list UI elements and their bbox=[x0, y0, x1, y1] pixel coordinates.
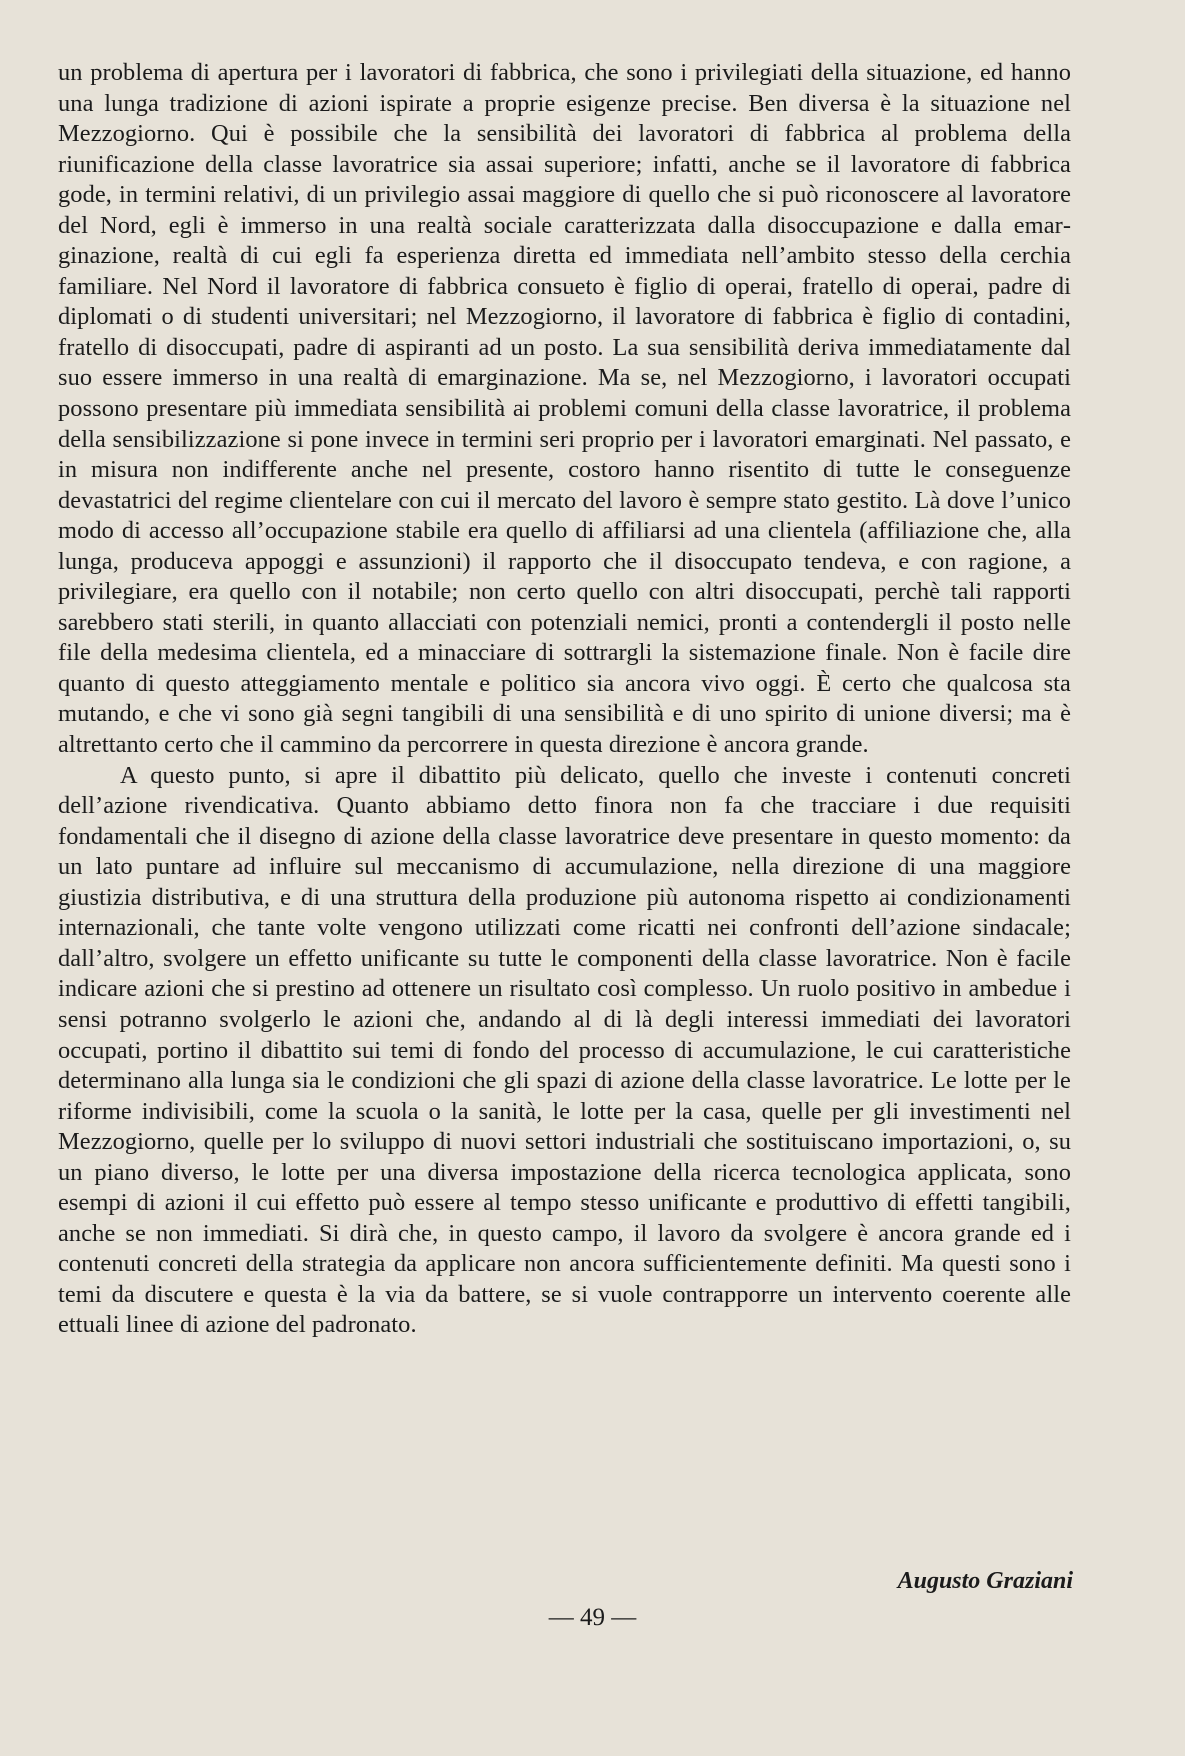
author-signature: Augusto Graziani bbox=[897, 1568, 1073, 1594]
article-body bbox=[58, 58, 1071, 1341]
paragraph-2: A questo punto, si apre il dibattito più delicato, quello che investe i contenuti concreti dell’azione rivendicativa. Quanto abbiamo detto finora non fa che tracciare i due requisiti fondamentali che il disegno di azione della classe lavoratrice deve presentare in questo momento: da un lato puntare ad influire sul meccanismo di accumulazione, nella direzione di una maggiore giustizia distributiva, e di una struttura della produzione più autonoma rispetto ai condizionamenti internazionali, che tante volte vengono utilizzati come ricatti nei confronti dell’azione sindacale; dall’altro, svolgere un effetto unificante su tutte le componenti della classe lavoratrice. Non è facile indicare azioni che si prestino ad ottenere un risultato così complesso. Un ruolo positivo in ambedue i sensi potranno svolgerlo le azioni che, andando al di là degli interessi immediati dei lavoratori occupati, portino il dibattito sui temi di fondo del processo di accumulazione, le cui caratteristiche determinano alla lunga sia le condizioni che gli spazi di azione della classe lavoratrice. Le lotte per le riforme indivisibili, come la scuola o la sanità, le lotte per la casa, quelle per gli investimenti nel Mezzogiorno, quelle per lo sviluppo di nuovi settori industriali che sostituiscano importazioni, o, su un piano diverso, le lotte per una diversa impostazione della ricerca tecnologica applicata, sono esempi di azioni il cui effetto può essere al tempo stesso unificante e produttivo di effetti tangibili, anche se non immediati. Si dirà che, in questo campo, il lavoro da svolgere è ancora grande ed i contenuti concreti della strategia da applicare non ancora sufficientemente definiti. Ma questi sono i temi da discutere e questa è la via da battere, se si vuole contrapporre un intervento coerente alle ettuali linee di azione del padronato. bbox=[58, 761, 1071, 1339]
page-number: — 49 — bbox=[548, 1604, 637, 1631]
paragraph-1: un problema di apertura per i lavoratori di fabbrica, che sono i privilegiati della situazione, ed hanno una lunga tradizione di azioni ispirate a proprie esigenze precise. Ben diversa è la situazione nel Mezzogiorno. Qui è possibile che la sensibilità dei lavoratori di fabbrica al problema della riunificazione della classe lavoratrice sia assai superiore; infatti, anche se il lavoratore di fabbrica gode, in termini relativi, di un privilegio assai maggiore di quello che si può riconoscere al lavoratore del Nord, egli è immerso in una realtà sociale caratterizzata dalla disoccupazione e dalla emarginazione, realtà di cui egli fa esperienza diretta ed immediata nell’ambito stesso della cerchia familiare. Nel Nord il lavoratore di fabbrica consueto è figlio di operai, fratello di operai, padre di diplomati o di studenti universitari; nel Mezzogiorno, il lavoratore di fabbrica è figlio di contadini, fratello di disoccupati, padre di aspiranti ad un posto. La sua sensibilità deriva immediatamente dal suo essere immerso in una realtà di emarginazione. Ma se, nel Mezzogiorno, i lavoratori occupati possono presentare più immediata sensibilità ai problemi comuni della classe lavoratrice, il problema della sensibilizzazione si pone invece in termini seri proprio per i lavoratori emarginati. Nel passato, e in misura non indifferente anche nel presente, costoro hanno risentito di tutte le conseguenze devastatrici del regime clientelare con cui il mercato del lavoro è sempre stato gestito. Là dove l’unico modo di accesso all’occupazione stabile era quello di affiliarsi ad una clientela (affiliazione che, alla lunga, produceva appoggi e assunzioni) il rapporto che il disoccupato tendeva, e con ragione, a privilegiare, era quello con il notabile; non certo quello con altri disoccupati, perchè tali rapporti sarebbero stati sterili, in quanto allacciati con potenziali nemici, pronti a contendergli il posto nelle file della medesima clientela, ed a minacciare di sottrargli la sistemazione finale. Non è facile dire quanto di questo atteggiamento mentale e politico sia ancora vivo oggi. È certo che qualcosa sta mutando, e che vi sono già segni tangibili di una sensibilità e di uno spirito di unione diversi; ma è altrettanto certo che il cammino da percorrere in questa direzione è ancora grande. bbox=[58, 59, 1071, 759]
